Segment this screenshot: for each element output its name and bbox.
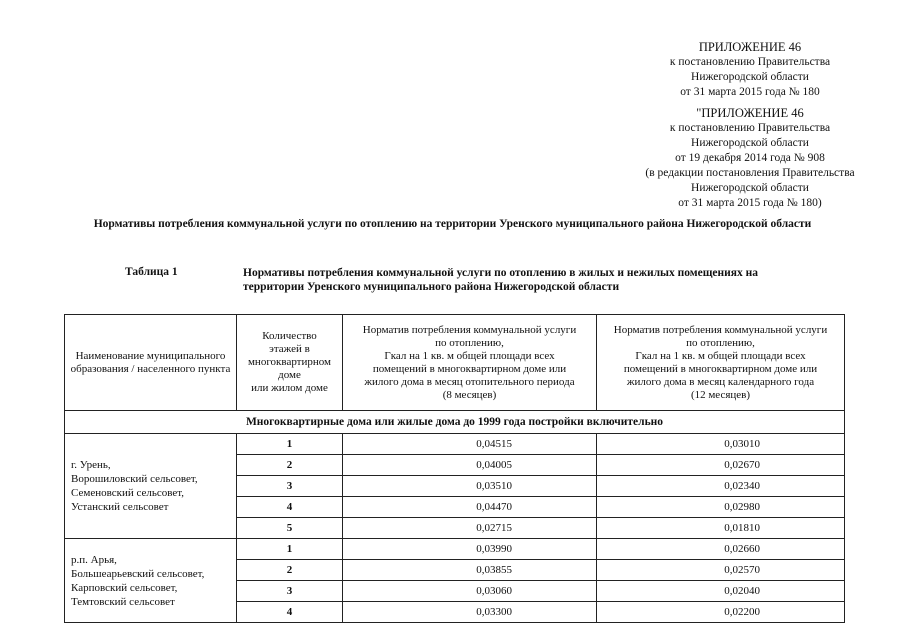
settlement-name: Карповский сельсовет, <box>71 581 178 594</box>
norm-12-cell: 0,02200 <box>597 602 845 623</box>
settlement-name: Ворошиловский сельсовет, <box>71 473 198 485</box>
appendix-head: ПРИЛОЖЕНИЕ 46 <box>698 40 802 54</box>
norm-12-cell: 0,02660 <box>597 539 845 560</box>
appendix-header-primary <box>600 40 900 100</box>
settlement-name: Устанский сельсовет <box>71 501 169 513</box>
settlement-name: р.п. Арья, <box>71 553 117 566</box>
floors-cell: 1 <box>237 539 343 560</box>
norm-8-cell: 0,03510 <box>343 476 597 497</box>
floors-cell: 5 <box>237 518 343 539</box>
settlement-cell <box>65 539 237 623</box>
floors-cell: 2 <box>237 560 343 581</box>
appendix-head: "ПРИЛОЖЕНИЕ 46 <box>696 106 804 120</box>
norm-8-cell: 0,04470 <box>343 497 597 518</box>
appendix-line: к постановлению Правительства <box>669 122 831 134</box>
norm-8-cell: 0,03855 <box>343 560 597 581</box>
appendix-line: (в редакции постановления Правительства <box>645 167 855 179</box>
norm-8-cell: 0,04005 <box>343 455 597 476</box>
floors-cell: 2 <box>237 455 343 476</box>
appendix-line: Нижегородской области <box>691 182 809 194</box>
appendix-line: от 31 марта 2015 года № 180 <box>680 86 820 98</box>
norm-8-cell: 0,03300 <box>343 602 597 623</box>
settlement-name: Семеновский сельсовет, <box>71 487 184 499</box>
floors-cell: 4 <box>237 602 343 623</box>
floors-cell: 1 <box>237 434 343 455</box>
appendix-line: Нижегородской области <box>691 71 809 83</box>
norm-8-cell: 0,02715 <box>343 518 597 539</box>
table-header-row <box>65 315 845 411</box>
floors-cell: 3 <box>237 476 343 497</box>
table-caption: Нормативы потребления коммунальной услуги по отоплению в жилых и нежилых помещениях на территории Уренского муниципального района Нижегородской области <box>243 267 759 293</box>
table-row <box>65 539 845 560</box>
norm-12-cell: 0,02040 <box>597 581 845 602</box>
settlement-name: г. Урень, <box>71 459 111 471</box>
document-title: Нормативы потребления коммунальной услуги по отоплению на территории Уренского муниципального района Нижегородской области <box>93 218 812 230</box>
settlement-name: Темтовский сельсовет <box>71 595 175 608</box>
appendix-header-original <box>600 106 900 211</box>
floors-cell: 4 <box>237 497 343 518</box>
norm-12-cell: 0,03010 <box>597 434 845 455</box>
header-norm-8-months: Норматив потребления коммунальной услуги по отоплению, Гкал на 1 кв. м общей площади всех помещений в многоквартирном доме или жилого дома в месяц отопительного периода (8 месяцев) <box>343 315 597 411</box>
settlement-cell <box>65 434 237 539</box>
floors-cell: 3 <box>237 581 343 602</box>
norm-12-cell: 0,02570 <box>597 560 845 581</box>
table-label: Таблица 1 <box>125 266 178 278</box>
appendix-line: от 19 декабря 2014 года № 908 <box>675 152 825 164</box>
norm-8-cell: 0,03060 <box>343 581 597 602</box>
appendix-line: Нижегородской области <box>691 137 809 149</box>
header-settlement: Наименование муниципального образования / населенного пункта <box>65 315 237 411</box>
norm-12-cell: 0,02340 <box>597 476 845 497</box>
settlement-name: Большеарьевский сельсовет, <box>71 567 205 580</box>
header-floors: Количество этажей в многоквартирном доме или жилом доме <box>237 315 343 411</box>
norms-table <box>64 314 845 623</box>
section-row <box>65 411 845 434</box>
appendix-line: к постановлению Правительства <box>669 56 831 68</box>
norm-8-cell: 0,04515 <box>343 434 597 455</box>
norm-12-cell: 0,01810 <box>597 518 845 539</box>
table-row <box>65 434 845 455</box>
header-norm-12-months: Норматив потребления коммунальной услуги по отоплению, Гкал на 1 кв. м общей площади всех помещений в многоквартирном доме или жилого дома в месяц календарного года (12 месяцев) <box>597 315 845 411</box>
section-title: Многоквартирные дома или жилые дома до 1999 года постройки включительно <box>65 411 845 434</box>
norm-12-cell: 0,02670 <box>597 455 845 476</box>
appendix-line: от 31 марта 2015 года № 180) <box>678 197 822 209</box>
norm-12-cell: 0,02980 <box>597 497 845 518</box>
norm-8-cell: 0,03990 <box>343 539 597 560</box>
